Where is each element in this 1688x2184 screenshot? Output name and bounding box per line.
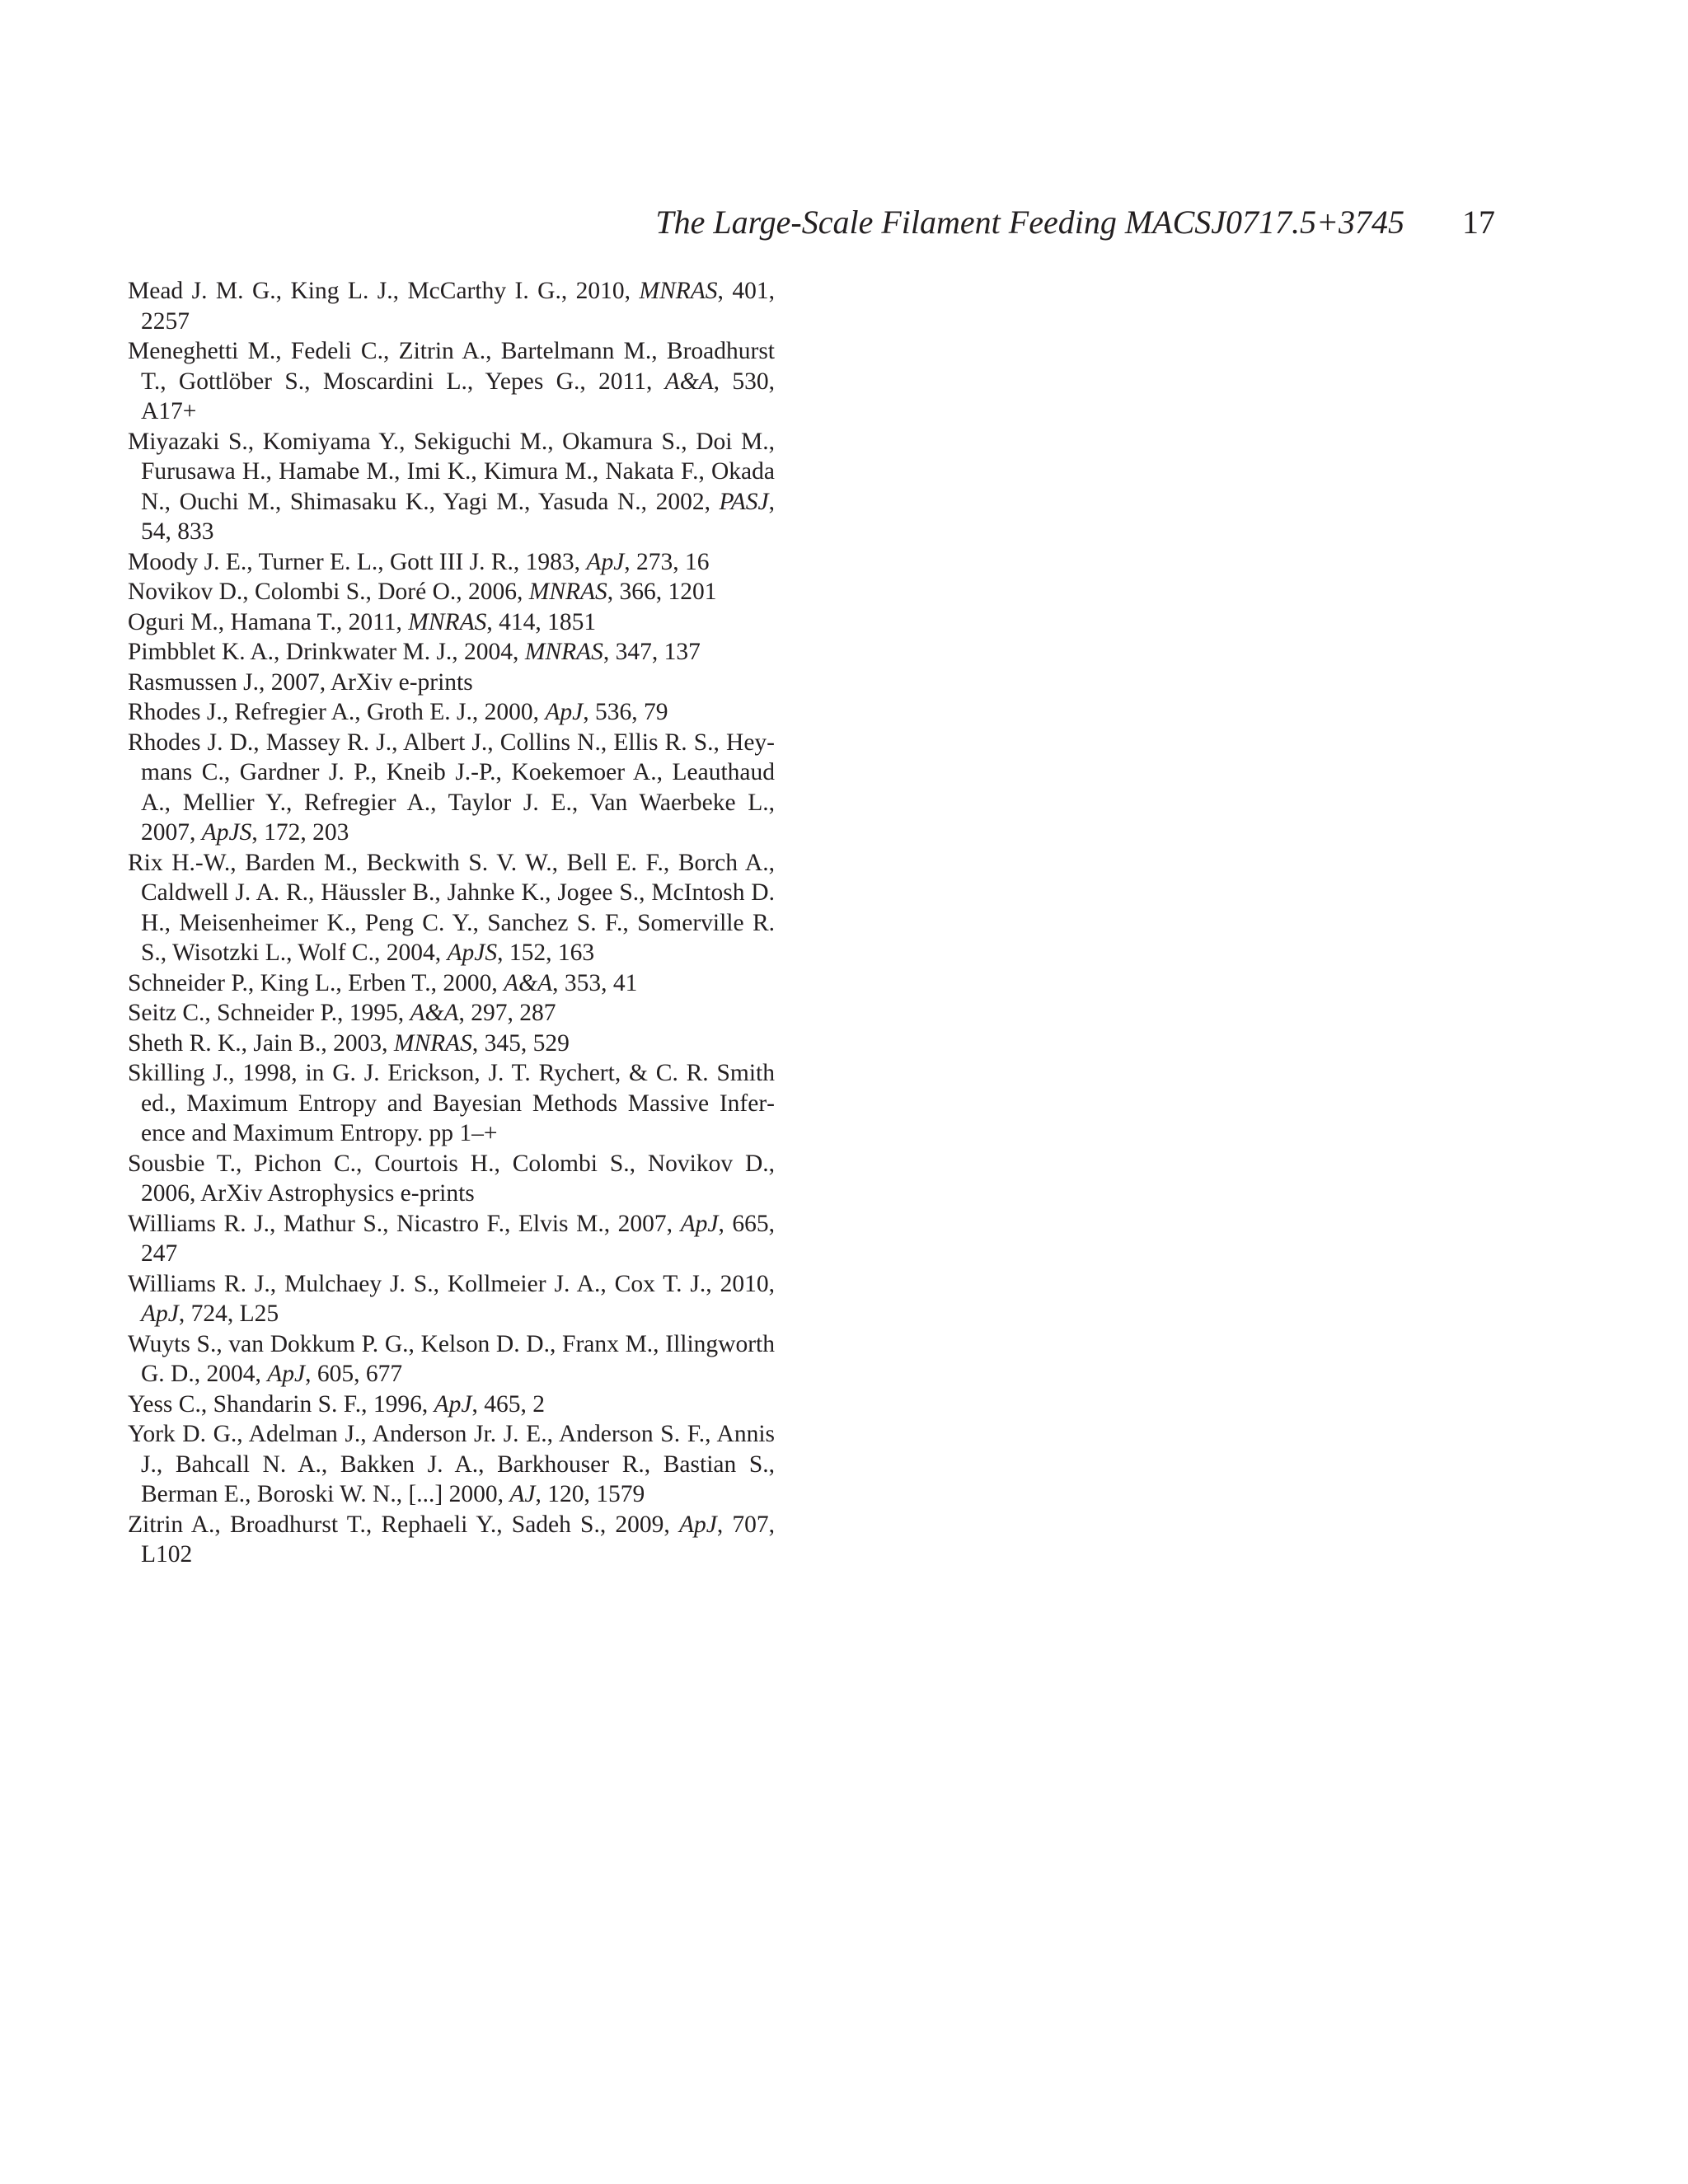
running-head	[0, 198, 1495, 247]
reference-text: Zitrin A., Broadhurst T., Rephaeli Y., Sadeh S., 2009,	[128, 1511, 679, 1538]
reference-text: Williams R. J., Mathur S., Nicastro F., Elvis M., 2007,	[128, 1210, 681, 1237]
reference-text: Rix H.-W., Barden M., Beckwith S. V. W., Bell E. F., Borch A., Caldwell J. A. R., Häussler B., Jahnke K., Jogee S., McIntosh D. H., Meisenheimer K., Peng C. Y., Sanchez S. F., Somerville R. S., Wisotzki L., Wolf C., 2004,	[128, 849, 775, 966]
journal-name: AJ	[509, 1481, 536, 1507]
reference-text: Sheth R. K., Jain B., 2003,	[128, 1029, 394, 1057]
reference-volume-page: , 120, 1579	[535, 1481, 645, 1507]
reference-entry	[128, 1209, 775, 1269]
reference-entry	[128, 697, 775, 728]
reference-volume-page: , 172, 203	[251, 819, 349, 846]
journal-name: A&A	[664, 368, 714, 395]
reference-entry	[128, 998, 775, 1029]
reference-text: Pimbblet K. A., Drinkwater M. J., 2004,	[128, 639, 525, 665]
reference-entry	[128, 1269, 775, 1329]
journal-name: A&A	[504, 969, 553, 996]
reference-entry	[128, 547, 775, 578]
reference-entry	[128, 848, 775, 968]
reference-text: Rhodes J. D., Massey R. J., Albert J., Collins N., Ellis R. S., Heymans C., Gardner J. P., Kneib J.-P., Koekemoer A., Leauthaud A., Mellier Y., Refregier A., Taylor J. E., Van Waerbeke L., 2007,	[128, 729, 775, 846]
reference-volume-page: , 465, 2	[471, 1390, 546, 1418]
reference-text: Rhodes J., Refregier A., Groth E. J., 2000,	[128, 699, 546, 725]
reference-entry	[128, 1058, 775, 1149]
reference-text: Williams R. J., Mulchaey J. S., Kollmeier J. A., Cox T. J., 2010,	[128, 1270, 775, 1297]
reference-volume-page: , 366, 1201	[607, 579, 717, 605]
reference-entry	[128, 577, 775, 607]
journal-name: MNRAS	[408, 608, 487, 635]
reference-volume-page: , 665, 247	[141, 1210, 775, 1267]
reference-entry	[128, 607, 775, 638]
reference-entry	[128, 1390, 775, 1420]
reference-volume-page: , 345, 529	[471, 1029, 570, 1057]
page-number: 17	[1462, 204, 1495, 241]
reference-text: Yess C., Shandarin S. F., 1996,	[128, 1390, 434, 1418]
reference-volume-page: , 54, 833	[141, 488, 775, 545]
reference-text: Mead J. M. G., King L. J., McCarthy I. G., 2010,	[128, 278, 640, 304]
reference-entry	[128, 637, 775, 668]
journal-name: ApJS	[447, 940, 498, 966]
reference-text: Rasmussen J., 2007, ArXiv e-prints	[128, 668, 473, 696]
reference-volume-page: , 724, L25	[178, 1301, 279, 1327]
reference-volume-page: , 530, A17+	[141, 368, 776, 424]
reference-entry	[128, 728, 775, 848]
reference-text: Seitz C., Schneider P., 1995,	[128, 1000, 410, 1026]
journal-name: ApJ	[680, 1210, 719, 1237]
reference-entry	[128, 668, 775, 698]
reference-volume-page: , 414, 1851	[486, 608, 597, 635]
journal-name: ApJ	[545, 699, 584, 725]
reference-text: Novikov D., Colombi S., Doré O., 2006,	[128, 579, 529, 605]
reference-volume-page: , 605, 677	[305, 1361, 403, 1387]
reference-text: Meneghetti M., Fedeli C., Zitrin A., Bartelmann M., Broadhurst T., Gottlöber S., Moscardini L., Yepes G., 2011,	[128, 338, 775, 395]
reference-text: Wuyts S., van Dokkum P. G., Kelson D. D., Franx M., Illingworth G. D., 2004,	[128, 1330, 775, 1387]
reference-entry	[128, 1329, 775, 1390]
reference-text: Oguri M., Hamana T., 2011,	[128, 608, 409, 635]
reference-text: York D. G., Adelman J., Anderson Jr. J. E., Anderson S. F., Annis J., Bahcall N. A., Bakken J. A., Barkhouser R., Bastian S., Berman E., Boroski W. N., [...] 2000,	[128, 1421, 775, 1507]
reference-volume-page: , 536, 79	[583, 699, 668, 725]
reference-entry	[128, 968, 775, 999]
reference-entry	[128, 276, 775, 336]
reference-entry	[128, 1419, 775, 1510]
journal-name: MNRAS	[524, 639, 603, 665]
reference-text: Moody J. E., Turner E. L., Gott III J. R., 1983,	[128, 548, 587, 575]
reference-entry	[128, 336, 775, 427]
reference-entry	[128, 1510, 775, 1570]
reference-volume-page: , 347, 137	[603, 639, 701, 665]
reference-volume-page: , 297, 287	[458, 1000, 556, 1026]
reference-volume-page: , 353, 41	[552, 969, 638, 996]
reference-entry	[128, 1029, 775, 1059]
reference-volume-page: , 273, 16	[624, 548, 710, 575]
reference-volume-page: , 707, L102	[141, 1511, 776, 1568]
journal-name: ApJ	[267, 1361, 306, 1387]
journal-name: A&A	[410, 1000, 459, 1026]
reference-entry	[128, 427, 775, 547]
journal-name: ApJ	[141, 1301, 179, 1327]
reference-entry	[128, 1149, 775, 1209]
journal-name: MNRAS	[528, 579, 607, 605]
reference-text: Schneider P., King L., Erben T., 2000,	[128, 969, 504, 996]
journal-name: ApJS	[201, 819, 252, 846]
reference-text: Miyazaki S., Komiyama Y., Sekiguchi M., Okamura S., Doi M., Furusawa H., Hamabe M., Imi K., Kimura M., Nakata F., Okada N., Ouchi M., Shimasaku K., Yagi M., Yasuda N., 2002,	[128, 428, 775, 515]
reference-volume-page: , 152, 163	[497, 940, 595, 966]
running-title: The Large-Scale Filament Feeding MACSJ0717.5+3745	[655, 204, 1404, 241]
journal-name: ApJ	[586, 548, 625, 575]
reference-volume-page: , 401, 2257	[141, 278, 775, 335]
reference-list	[128, 276, 775, 1570]
journal-name: ApJ	[678, 1511, 717, 1538]
journal-name: MNRAS	[393, 1029, 472, 1057]
journal-name: PASJ	[719, 488, 769, 515]
journal-name: MNRAS	[639, 278, 718, 304]
reference-text: Sousbie T., Pichon C., Courtois H., Colombi S., Novikov D., 2006, ArXiv Astrophysics e-prints	[128, 1150, 775, 1207]
reference-text: Skilling J., 1998, in G. J. Erickson, J. T. Rychert, & C. R. Smith ed., Maximum Entropy and Bayesian Methods Massive Inference and Maximum Entropy. pp 1–+	[128, 1060, 775, 1146]
journal-name: ApJ	[434, 1390, 472, 1418]
